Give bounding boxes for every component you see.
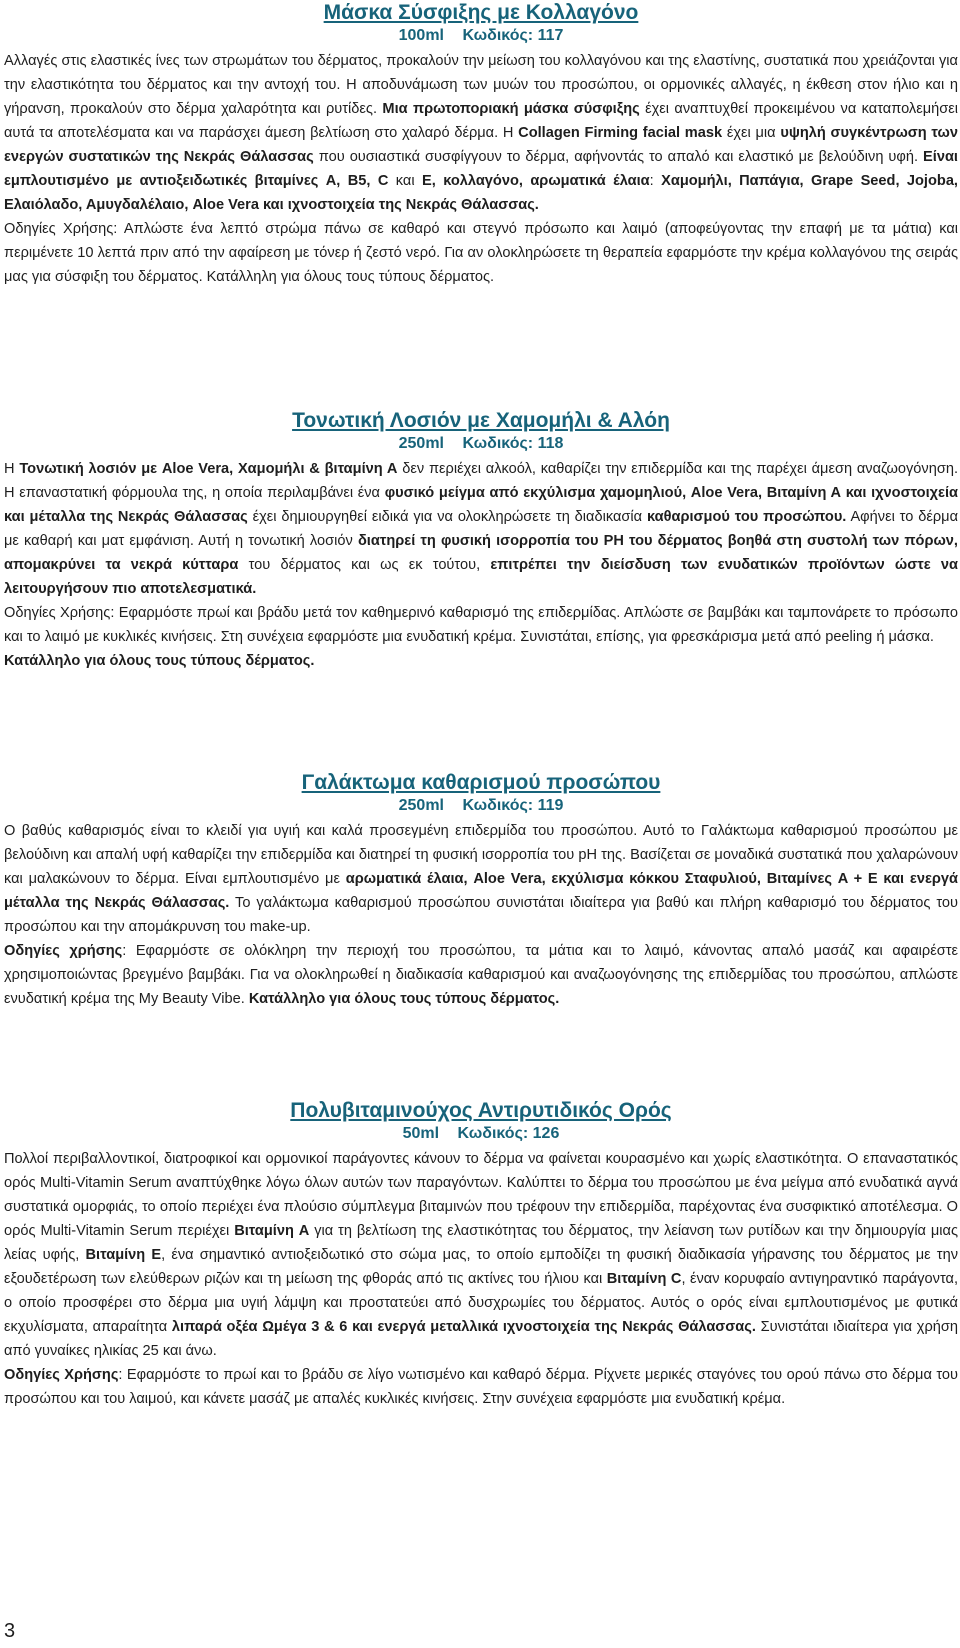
description-text: δεν περιέχει αλκοόλ, καθαρίζει την επιδερμίδα και της παρέχει άμεση αναζωογόνηση. Η επαναστατική φόρμουλα της, η οποία περιλαμβάνει ένα (4, 461, 959, 501)
description-text: για τη βελτίωση της ελαστικότητας του δέρματος, την λείανση των ρυτίδων και την δημιουργία μιας λείας υφής, (4, 1223, 958, 1263)
description-text: Η (4, 461, 15, 477)
description-text: που ουσιαστικά συσφίγγουν το δέρμα, αφήνοντάς το απαλό και ελαστικό με βελούδινη υφή. (318, 149, 919, 165)
description-text: , έναν κορυφαίο αντιγηραντικό παράγοντα, ο οποίο προσφέρει στο δέρμα μια υγιή λάμψη και προστατεύει από δυσχρωμίες του δέρματος. Αυτός ο ορός είναι εμπλουτισμένος με φυτικά εκχυλίσματα, απαραίτητα (4, 1271, 958, 1335)
product-section-cleansing-milk (4, 770, 958, 1011)
instructions-label: Οδηγίες Χρήσης: (4, 221, 118, 237)
product-description (4, 457, 958, 601)
product-section-multivitamin-serum (4, 1098, 958, 1411)
instructions-label: Οδηγίες Χρήσης: (4, 605, 115, 621)
instructions-text: Απλώστε ένα λεπτό στρώμα πάνω σε καθαρό και στεγνό πρόσωπο και λαιμό (αποφεύγοντας την επαφή με τα μάτια) και περιμένετε 10 λεπτά πριν από την αφαίρεση με τόνερ ή ζεστό νερό. Για αν ολοκληρώσετε τη θεραπεία εφαρμόστε την κρέμα κολλαγόνου της σειράς μας για σύσφιξη του δέρματος. Κατάλληλη για όλους τους τύπους δέρματος. (4, 221, 959, 285)
product-meta (4, 795, 958, 817)
description-bold: Βιταμίνη A (234, 1223, 310, 1239)
usage-instructions (4, 1363, 958, 1411)
product-code: Κωδικός: 118 (462, 435, 564, 452)
description-bold: Τονωτική λοσιόν με Aloe Vera, Χαμομήλι & βιταμίνη Α (19, 461, 398, 477)
product-title: Μάσκα Σύσφιξης με Κολλαγόνο (323, 1, 639, 24)
product-meta (4, 1123, 958, 1145)
description-text: : (649, 173, 654, 189)
description-text: Αλλαγές στις ελαστικές ίνες των στρωμάτων του δέρματος, προκαλούν την μείωση του κολλαγόνου και της ελαστίνης, συστατικά που χρειάζονται για την ελαστικότητα του δέρματος και την αντοχή του. Η αποδυνάμωση των μυών του προσώπου, οι ορμονικές αλλαγές, η έκθεση στον ήλιο και η γήρανση, προκαλούν στο δέρμα χαλαρότητα και ρυτίδες. (4, 53, 958, 117)
instructions-text: Εφαρμόστε πρωί και βράδυ μετά τον καθημερινό καθαρισμό της επιδερμίδας. Απλώστε σε βαμβάκι και ταμπονάρετε το πρόσωπο και το λαιμό με κυκλικές κινήσεις. Στη συνέχεια εφαρμόστε μια ενυδατική κρέμα. Συνιστάται, επίσης, για φρεσκάρισμα μετά από peeling ή μάσκα. (4, 605, 958, 645)
description-bold: υψηλή συγκέντρωση των ενεργών συστατικών της Νεκράς Θάλασσας (4, 125, 958, 165)
page-number: 3 (4, 1620, 16, 1642)
instructions-label: Οδηγίες Χρήσης (4, 1367, 119, 1383)
description-text: έχει μια (726, 125, 776, 141)
product-title: Τονωτική Λοσιόν με Χαμομήλι & Αλόη (292, 409, 670, 432)
product-section-toning-lotion (4, 408, 958, 673)
description-bold: διατηρεί τη φυσική ισορροπία του PH του δέρματος βοηθά στη συστολή των πόρων, απομακρύνει τα νεκρά κύτταρα (4, 533, 958, 573)
product-size: 250ml (398, 435, 444, 452)
description-text: Το γαλάκτωμα καθαρισμού προσώπου συνιστάται ιδιαίτερα για βαθύ και πλήρη καθαρισμό του δέρματος του προσώπου και την απομάκρυνση του make-up. (4, 895, 958, 935)
description-bold: φυσικό μείγμα από εκχύλισμα χαμομηλιού, Aloe Vera, Βιταμίνη Α και ιχνοστοιχεία και μέταλλα της Νεκράς Θάλασσας (4, 485, 959, 525)
description-text: έχει δημιουργηθεί ειδικά για να ολοκληρώσετε τη διαδικασία (252, 509, 643, 525)
description-text: και (395, 173, 415, 189)
product-description (4, 1147, 958, 1363)
description-bold: Είναι εμπλουτισμένο με αντιοξειδωτικές βιταμίνες A, B5, C (4, 149, 958, 189)
description-bold: Χαμομήλι, Παπάγια, Grape Seed, Jojoba, Ελαιόλαδο, Αμυγδαλέλαιο, Aloe Vera και ιχνοστοιχεία της Νεκράς Θάλασσας. (4, 173, 958, 213)
description-text: Πολλοί περιβαλλοντικοί, διατροφικοί και ορμονικοί παράγοντες κάνουν το δέρμα να φαίνεται κουρασμένο και χωρίς ελαστικότητα. Ο επαναστατικός ορός Multi-Vitamin Serum αναπτύχθηκε λόγω όλων αυτών των παραγόντων. Καλύπτει το δέρμα του προσώπου με ένα μείγμα από ενυδατικά αγνά συστατικά ομορφιάς, το οποίο περιέχει ένα πλούσιο σύμπλεγμα βιταμινών που τρέφουν την επιδερμίδα, παρέχοντας ένα συσφικτικό αποτέλεσμα. Ο ορός Multi-Vitamin Serum περιέχει (4, 1151, 958, 1239)
description-text: Αφήνει το δέρμα με καθαρή και ματ εμφάνιση. Αυτή η τονωτική λοσιόν (4, 509, 959, 549)
description-bold: αρωματικά έλαια, Aloe Vera, εκχύλισμα κόκκου Σταφυλιού, Βιταμίνες A + E και ενεργά μέταλλα της Νεκράς Θάλασσας. (4, 871, 958, 911)
instructions-text: : Εφαρμόστε σε ολόκληρη την περιοχή του προσώπου, τα μάτια και το λαιμό, κάνοντας απαλό μασάζ και αφαιρέστε χρησιμοποιώντας βρεγμένο βαμβάκι. Για να ολοκληρωθεί η διαδικασία καθαρισμού και αναζωογόνησης της επιδερμίδας του προσώπου, απλώστε ενυδατική κρέμα της My Beauty Vibe. (4, 943, 958, 1007)
usage-instructions (4, 939, 958, 1011)
product-code: Κωδικός: 126 (457, 1125, 560, 1142)
description-bold: E, κολλαγόνο, αρωματικά έλαια (422, 173, 650, 189)
description-text: Συνιστάται ιδιαίτερα για χρήση από γυναίκες ηλικίας 25 και άνω. (4, 1319, 958, 1359)
product-size: 50ml (402, 1125, 440, 1142)
description-bold: Βιταμίνη E (85, 1247, 162, 1263)
description-text: έχει αναπτυχθεί προκειμένου να καταπολεμήσει αυτά τα αποτελέσματα και να παράσχει άμεση βελτίωση στο χαλαρό δέρμα. Η (4, 101, 958, 141)
usage-instructions (4, 601, 958, 673)
description-bold: Βιταμίνη C (606, 1271, 682, 1287)
product-meta (4, 433, 958, 455)
description-text: , ένα σημαντικό αντιοξειδωτικό στο σώμα μας, το οποίο εμποδίζει τη φυσική διαδικασία γήρανσης του δέρματος με την εξουδετέρωση των ελεύθερων ριζών και τη μείωση της φθοράς από τις ακτίνες του ήλιου και (4, 1247, 958, 1287)
instructions-text: : Εφαρμόστε το πρωί και το βράδυ σε λίγο νωτισμένο και καθαρό δέρμα. Ρίχνετε μερικές σταγόνες του ορού πάνω στο δέρμα του προσώπου και του λαιμού, και κάνετε μασάζ με απαλές κυκλικές κινήσεις. Στην συνέχεια εφαρμόστε μια ενυδατική κρέμα. (4, 1367, 958, 1407)
product-size: 100ml (398, 27, 444, 44)
description-text: Ο βαθύς καθαρισμός είναι το κλειδί για υγιή και καλά προσεγμένη επιδερμίδα του προσώπου. Αυτό το Γαλάκτωμα καθαρισμού προσώπου με βελούδινη και απαλή υφή καθαρίζει την επιδερμίδα και διατηρεί τη φυσική ισορροπία του pH της. Βασίζεται σε μοναδικά συστατικά που χαλαρώνουν και μαλακώνουν το δέρμα. Είναι εμπλουτισμένο με (4, 823, 958, 887)
usage-instructions (4, 217, 958, 289)
product-title: Γαλάκτωμα καθαρισμού προσώπου (301, 771, 661, 794)
product-title: Πολυβιταμινούχος Αντιρυτιδικός Ορός (290, 1099, 672, 1122)
suitability-note: Κατάλληλο για όλους τους τύπους δέρματος. (248, 991, 560, 1007)
description-bold: Μια πρωτοποριακή μάσκα σύσφιξης (382, 101, 640, 117)
instructions-label: Οδηγίες χρήσης (4, 943, 123, 959)
description-bold: λιπαρά οξέα Ωμέγα 3 & 6 και ενεργά μεταλλικά ιχνοστοιχεία της Νεκράς Θάλασσας. (171, 1319, 756, 1335)
description-text: του δέρματος και ως εκ τούτου, (248, 557, 481, 573)
description-bold: καθαρισμού του προσώπου. (646, 509, 847, 525)
product-meta (4, 25, 958, 47)
product-description (4, 819, 958, 939)
product-size: 250ml (398, 797, 444, 814)
product-code: Κωδικός: 117 (462, 27, 564, 44)
description-bold: επιτρέπει την διείσδυση των ενυδατικών προϊόντων ώστε να λειτουργήσουν πιο αποτελεσματικά. (4, 557, 958, 597)
product-description (4, 49, 958, 217)
suitability-note: Κατάλληλο για όλους τους τύπους δέρματος. (4, 653, 315, 669)
description-bold: Collagen Firming facial mask (518, 125, 723, 141)
product-code: Κωδικός: 119 (462, 797, 564, 814)
product-section-collagen-mask (4, 0, 958, 289)
